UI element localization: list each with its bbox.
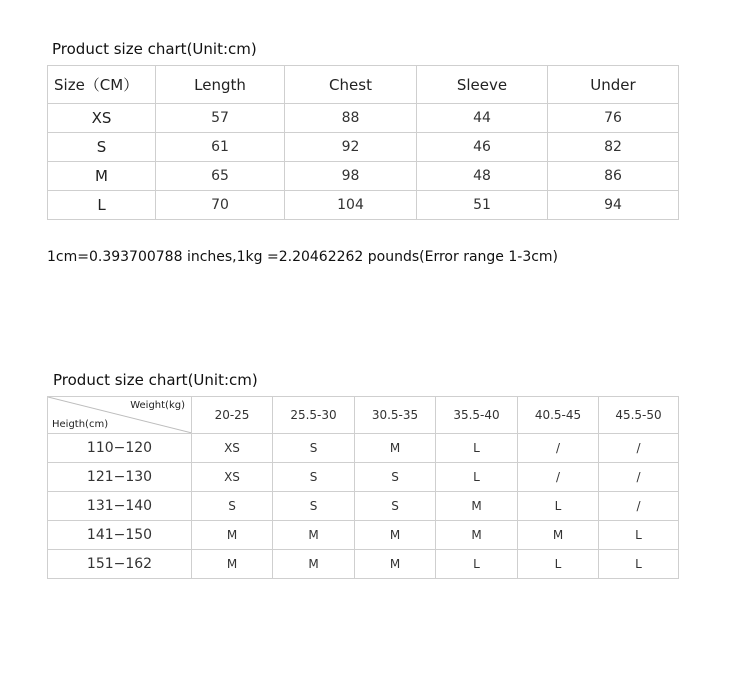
- measurement-cell: 86: [548, 162, 679, 191]
- size-chart-table: [47, 65, 679, 220]
- size-row: [48, 162, 679, 191]
- recommended-size-cell: L: [518, 550, 599, 579]
- measurement-cell: 92: [285, 133, 417, 162]
- fit-chart-caption: Product size chart(Unit:cm): [53, 371, 258, 389]
- fit-row: [48, 434, 679, 463]
- recommended-size-cell: M: [518, 521, 599, 550]
- height-range-cell: 121−130: [48, 463, 192, 492]
- fit-row: [48, 463, 679, 492]
- weight-axis-label: Weight(kg): [130, 400, 185, 411]
- recommended-size-cell: L: [436, 463, 518, 492]
- recommended-size-cell: L: [599, 550, 679, 579]
- height-range-cell: 151−162: [48, 550, 192, 579]
- height-range-cell: 131−140: [48, 492, 192, 521]
- recommended-size-cell: M: [355, 434, 436, 463]
- header-size: Size（CM）: [48, 66, 156, 104]
- recommended-size-cell: M: [355, 550, 436, 579]
- measurement-cell: 94: [548, 191, 679, 220]
- size-chart-header-row: [48, 66, 679, 104]
- conversion-note: 1cm=0.393700788 inches,1kg =2.20462262 pounds(Error range 1-3cm): [47, 249, 559, 265]
- recommended-size-cell: M: [192, 521, 273, 550]
- measurement-cell: 48: [417, 162, 548, 191]
- header-sleeve: Sleeve: [417, 66, 548, 104]
- measurement-cell: 76: [548, 104, 679, 133]
- recommended-size-cell: XS: [192, 434, 273, 463]
- measurement-cell: 98: [285, 162, 417, 191]
- recommended-size-cell: L: [436, 550, 518, 579]
- size-row: [48, 133, 679, 162]
- recommended-size-cell: S: [192, 492, 273, 521]
- fit-row: [48, 521, 679, 550]
- measurement-cell: 61: [156, 133, 285, 162]
- height-range-cell: 110−120: [48, 434, 192, 463]
- size-chart-caption: Product size chart(Unit:cm): [52, 40, 257, 58]
- fit-chart-table: [47, 396, 679, 579]
- weight-header: 20-25: [192, 397, 273, 434]
- recommended-size-cell: /: [518, 434, 599, 463]
- header-under: Under: [548, 66, 679, 104]
- recommended-size-cell: /: [599, 434, 679, 463]
- recommended-size-cell: M: [436, 492, 518, 521]
- size-label-cell: XS: [48, 104, 156, 133]
- recommended-size-cell: L: [436, 434, 518, 463]
- recommended-size-cell: S: [273, 463, 355, 492]
- recommended-size-cell: /: [599, 463, 679, 492]
- measurement-cell: 57: [156, 104, 285, 133]
- size-label-cell: M: [48, 162, 156, 191]
- recommended-size-cell: /: [599, 492, 679, 521]
- recommended-size-cell: L: [599, 521, 679, 550]
- measurement-cell: 51: [417, 191, 548, 220]
- measurement-cell: 70: [156, 191, 285, 220]
- weight-header: 35.5-40: [436, 397, 518, 434]
- measurement-cell: 104: [285, 191, 417, 220]
- recommended-size-cell: M: [355, 521, 436, 550]
- recommended-size-cell: M: [273, 550, 355, 579]
- recommended-size-cell: S: [273, 492, 355, 521]
- recommended-size-cell: S: [355, 492, 436, 521]
- recommended-size-cell: XS: [192, 463, 273, 492]
- header-length: Length: [156, 66, 285, 104]
- measurement-cell: 46: [417, 133, 548, 162]
- recommended-size-cell: L: [518, 492, 599, 521]
- fit-chart-header-row: [48, 397, 679, 434]
- weight-header: 30.5-35: [355, 397, 436, 434]
- header-chest: Chest: [285, 66, 417, 104]
- size-row: [48, 191, 679, 220]
- recommended-size-cell: M: [436, 521, 518, 550]
- weight-header: 25.5-30: [273, 397, 355, 434]
- recommended-size-cell: /: [518, 463, 599, 492]
- fit-row: [48, 550, 679, 579]
- recommended-size-cell: S: [273, 434, 355, 463]
- weight-header: 45.5-50: [599, 397, 679, 434]
- height-range-cell: 141−150: [48, 521, 192, 550]
- measurement-cell: 65: [156, 162, 285, 191]
- weight-header: 40.5-45: [518, 397, 599, 434]
- measurement-cell: 82: [548, 133, 679, 162]
- fit-row: [48, 492, 679, 521]
- size-label-cell: L: [48, 191, 156, 220]
- recommended-size-cell: S: [355, 463, 436, 492]
- size-label-cell: S: [48, 133, 156, 162]
- height-axis-label: Heigth(cm): [52, 419, 109, 430]
- measurement-cell: 88: [285, 104, 417, 133]
- recommended-size-cell: M: [192, 550, 273, 579]
- measurement-cell: 44: [417, 104, 548, 133]
- corner-cell: [48, 397, 192, 434]
- recommended-size-cell: M: [273, 521, 355, 550]
- size-row: [48, 104, 679, 133]
